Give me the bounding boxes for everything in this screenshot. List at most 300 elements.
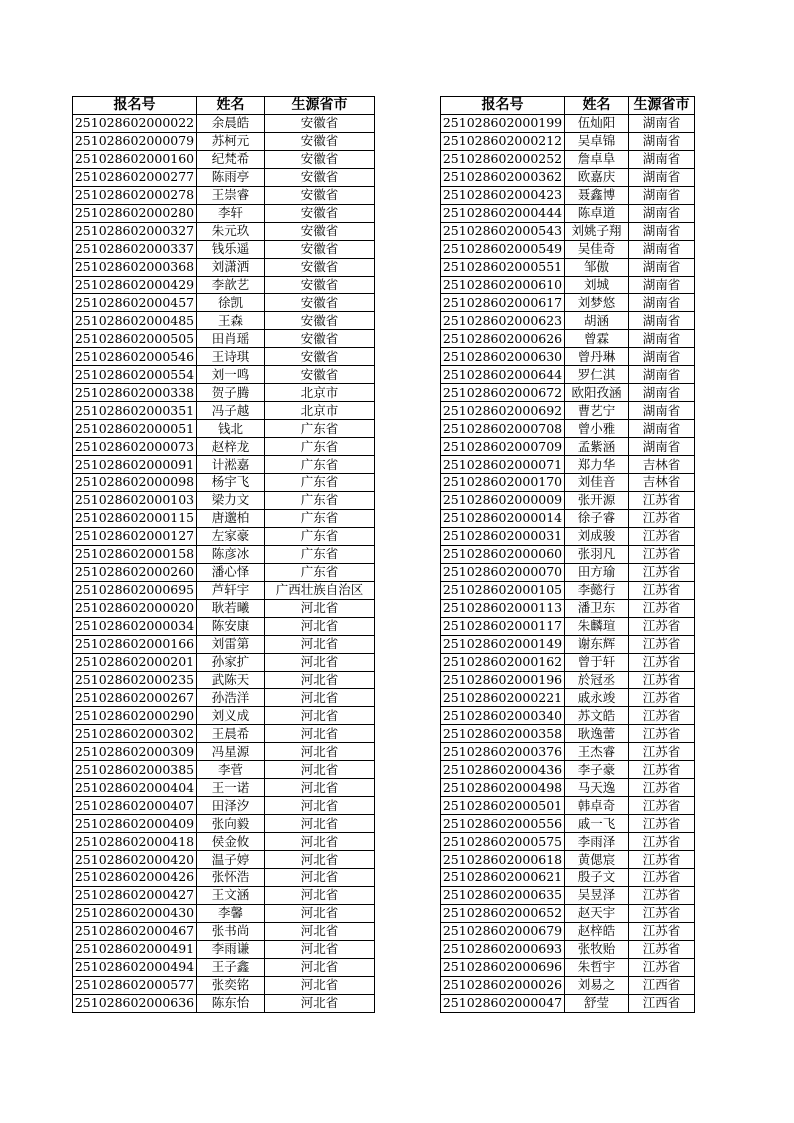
- left-source-province-cell: 广东省: [265, 474, 375, 492]
- left-student-name-cell: 李歆艺: [197, 276, 265, 294]
- right-source-province-cell: 湖南省: [629, 366, 695, 384]
- right-registration-number-cell: 251028602000070: [441, 563, 565, 581]
- left-registration-number-cell: 251028602000034: [73, 617, 197, 635]
- column-gap: [375, 474, 441, 492]
- left-source-province-cell: 河北省: [265, 976, 375, 994]
- column-gap: [375, 779, 441, 797]
- right-source-province-cell: 湖南省: [629, 330, 695, 348]
- left-student-name-cell: 芦轩宇: [197, 581, 265, 599]
- right-registration-number-cell: 251028602000026: [441, 976, 565, 994]
- right-registration-number-cell: 251028602000444: [441, 204, 565, 222]
- column-gap: [375, 222, 441, 240]
- left-registration-number-cell: 251028602000695: [73, 581, 197, 599]
- table-row: [73, 833, 695, 851]
- left-source-province-cell: 河北省: [265, 922, 375, 940]
- right-source-province-cell: 江苏省: [629, 851, 695, 869]
- table-row: [73, 330, 695, 348]
- column-gap: [375, 312, 441, 330]
- right-registration-number-cell: 251028602000113: [441, 599, 565, 617]
- left-registration-number-cell: 251028602000280: [73, 204, 197, 222]
- right-student-name-cell: 殷子文: [565, 868, 629, 886]
- column-gap: [375, 851, 441, 869]
- right-student-name-cell: 刘城: [565, 276, 629, 294]
- right-registration-number-cell: 251028602000575: [441, 833, 565, 851]
- right-student-name-cell: 於冠丞: [565, 671, 629, 689]
- table-row: [73, 204, 695, 222]
- left-name-header: 姓名: [197, 97, 265, 115]
- left-registration-number-cell: 251028602000457: [73, 294, 197, 312]
- column-gap: [375, 725, 441, 743]
- right-student-name-cell: 吴昱泽: [565, 886, 629, 904]
- table-row: [73, 617, 695, 635]
- left-source-province-cell: 广东省: [265, 438, 375, 456]
- table-row: [73, 420, 695, 438]
- left-registration-number-cell: 251028602000277: [73, 168, 197, 186]
- left-registration-number-cell: 251028602000467: [73, 922, 197, 940]
- column-gap: [375, 132, 441, 150]
- left-source-province-cell: 广东省: [265, 491, 375, 509]
- right-source-province-cell: 湖南省: [629, 384, 695, 402]
- right-registration-number-cell: 251028602000071: [441, 456, 565, 474]
- table-row: [73, 886, 695, 904]
- left-student-name-cell: 王诗琪: [197, 348, 265, 366]
- table-row: [73, 545, 695, 563]
- left-student-name-cell: 钱乐遥: [197, 240, 265, 258]
- right-registration-number-cell: 251028602000436: [441, 761, 565, 779]
- right-registration-number-cell: 251028602000709: [441, 438, 565, 456]
- left-student-name-cell: 刘雷第: [197, 635, 265, 653]
- left-source-province-cell: 安徽省: [265, 132, 375, 150]
- column-gap: [375, 491, 441, 509]
- column-gap: [375, 384, 441, 402]
- left-registration-number-cell: 251028602000420: [73, 851, 197, 869]
- left-registration-number-cell: 251028602000235: [73, 671, 197, 689]
- left-source-province-cell: 广东省: [265, 545, 375, 563]
- table-row: [73, 563, 695, 581]
- left-registration-number-cell: 251028602000127: [73, 527, 197, 545]
- right-source-province-cell: 江苏省: [629, 904, 695, 922]
- column-gap: [375, 743, 441, 761]
- left-student-name-cell: 王崇睿: [197, 186, 265, 204]
- right-student-name-cell: 李懿行: [565, 581, 629, 599]
- column-gap: [375, 976, 441, 994]
- column-gap: [375, 653, 441, 671]
- left-source-province-cell: 河北省: [265, 994, 375, 1012]
- left-source-province-cell: 河北省: [265, 725, 375, 743]
- column-gap: [375, 581, 441, 599]
- left-registration-number-cell: 251028602000491: [73, 940, 197, 958]
- right-student-name-cell: 刘姚子翔: [565, 222, 629, 240]
- left-source-province-cell: 河北省: [265, 904, 375, 922]
- table-row: [73, 851, 695, 869]
- column-gap: [375, 276, 441, 294]
- right-source-province-cell: 湖南省: [629, 114, 695, 132]
- right-student-name-cell: 曾于轩: [565, 653, 629, 671]
- column-gap: [375, 761, 441, 779]
- right-source-province-cell: 湖南省: [629, 258, 695, 276]
- column-gap: [375, 833, 441, 851]
- left-source-province-cell: 广东省: [265, 563, 375, 581]
- left-source-province-cell: 河北省: [265, 671, 375, 689]
- column-gap: [375, 599, 441, 617]
- left-student-name-cell: 武陈天: [197, 671, 265, 689]
- right-registration-number-cell: 251028602000199: [441, 114, 565, 132]
- left-registration-number-cell: 251028602000338: [73, 384, 197, 402]
- table-row: [73, 904, 695, 922]
- right-source-province-cell: 江苏省: [629, 779, 695, 797]
- left-student-name-cell: 陈安康: [197, 617, 265, 635]
- table-row: [73, 527, 695, 545]
- column-gap: [375, 671, 441, 689]
- right-registration-number-cell: 251028602000549: [441, 240, 565, 258]
- right-registration-number-cell: 251028602000610: [441, 276, 565, 294]
- right-registration-number-cell: 251028602000551: [441, 258, 565, 276]
- right-registration-number-cell: 251028602000252: [441, 150, 565, 168]
- right-registration-number-cell: 251028602000630: [441, 348, 565, 366]
- left-registration-number-cell: 251028602000022: [73, 114, 197, 132]
- column-gap: [375, 545, 441, 563]
- left-student-name-cell: 徐凯: [197, 294, 265, 312]
- column-gap: [375, 527, 441, 545]
- table-row: [73, 438, 695, 456]
- left-source-province-cell: 安徽省: [265, 222, 375, 240]
- left-student-name-cell: 左家豪: [197, 527, 265, 545]
- right-student-name-cell: 黄偲宸: [565, 851, 629, 869]
- right-student-name-cell: 刘佳音: [565, 474, 629, 492]
- left-student-name-cell: 陈雨亭: [197, 168, 265, 186]
- column-gap: [375, 366, 441, 384]
- table-row: [73, 509, 695, 527]
- left-source-province-cell: 广东省: [265, 527, 375, 545]
- left-registration-number-cell: 251028602000577: [73, 976, 197, 994]
- left-registration-number-cell: 251028602000429: [73, 276, 197, 294]
- left-registration-number-cell: 251028602000309: [73, 743, 197, 761]
- right-student-name-cell: 聂鑫博: [565, 186, 629, 204]
- table-row: [73, 922, 695, 940]
- left-source-province-cell: 河北省: [265, 886, 375, 904]
- right-registration-number-cell: 251028602000644: [441, 366, 565, 384]
- left-student-name-cell: 田肖瑶: [197, 330, 265, 348]
- left-source-province-cell: 广东省: [265, 509, 375, 527]
- right-registration-number-cell: 251028602000149: [441, 635, 565, 653]
- right-source-province-cell: 江苏省: [629, 509, 695, 527]
- right-registration-number-cell: 251028602000376: [441, 743, 565, 761]
- right-source-province-cell: 江苏省: [629, 563, 695, 581]
- right-registration-number-cell: 251028602000340: [441, 707, 565, 725]
- right-student-name-cell: 舒莹: [565, 994, 629, 1012]
- right-registration-number-cell: 251028602000543: [441, 222, 565, 240]
- left-student-name-cell: 王晨希: [197, 725, 265, 743]
- right-student-name-cell: 潘卫东: [565, 599, 629, 617]
- left-registration-number-cell: 251028602000260: [73, 563, 197, 581]
- right-registration-number-cell: 251028602000635: [441, 886, 565, 904]
- right-source-province-cell: 江苏省: [629, 689, 695, 707]
- right-student-name-cell: 张羽凡: [565, 545, 629, 563]
- left-source-province-cell: 安徽省: [265, 276, 375, 294]
- right-source-province-cell: 江苏省: [629, 940, 695, 958]
- left-registration-number-cell: 251028602000166: [73, 635, 197, 653]
- right-source-province-cell: 江苏省: [629, 491, 695, 509]
- right-source-province-cell: 江苏省: [629, 743, 695, 761]
- left-student-name-cell: 杨宇飞: [197, 474, 265, 492]
- right-source-province-cell: 江苏省: [629, 653, 695, 671]
- right-source-province-cell: 江苏省: [629, 581, 695, 599]
- column-gap: [375, 97, 441, 115]
- left-registration-number-cell: 251028602000327: [73, 222, 197, 240]
- column-gap: [375, 114, 441, 132]
- table-row: [73, 635, 695, 653]
- left-registration-number-cell: 251028602000278: [73, 186, 197, 204]
- right-registration-number-cell: 251028602000212: [441, 132, 565, 150]
- right-student-name-cell: 陈卓道: [565, 204, 629, 222]
- left-source-province-cell: 安徽省: [265, 204, 375, 222]
- left-source-province-cell: 河北省: [265, 940, 375, 958]
- left-student-name-cell: 王一诺: [197, 779, 265, 797]
- left-source-province-cell: 安徽省: [265, 330, 375, 348]
- right-registration-number-cell: 251028602000162: [441, 653, 565, 671]
- right-source-province-cell: 湖南省: [629, 312, 695, 330]
- table-row: [73, 725, 695, 743]
- table-row: [73, 491, 695, 509]
- left-source-province-cell: 河北省: [265, 635, 375, 653]
- left-source-province-cell: 河北省: [265, 815, 375, 833]
- left-registration-number-cell: 251028602000404: [73, 779, 197, 797]
- left-student-name-cell: 温子婷: [197, 851, 265, 869]
- table-row: [73, 258, 695, 276]
- column-gap: [375, 438, 441, 456]
- right-source-province-cell: 湖南省: [629, 348, 695, 366]
- right-registration-number-cell: 251028602000105: [441, 581, 565, 599]
- right-source-province-cell: 江苏省: [629, 886, 695, 904]
- left-registration-number-cell: 251028602000091: [73, 456, 197, 474]
- right-registration-number-cell: 251028602000652: [441, 904, 565, 922]
- right-source-province-cell: 吉林省: [629, 456, 695, 474]
- right-student-name-cell: 张开源: [565, 491, 629, 509]
- right-source-province-cell: 江苏省: [629, 527, 695, 545]
- table-row: [73, 761, 695, 779]
- right-registration-number-cell: 251028602000672: [441, 384, 565, 402]
- right-source-province-cell: 湖南省: [629, 132, 695, 150]
- left-student-name-cell: 王子鑫: [197, 958, 265, 976]
- table-row: [73, 653, 695, 671]
- column-gap: [375, 294, 441, 312]
- left-source-province-cell: 安徽省: [265, 186, 375, 204]
- left-source-province-cell: 北京市: [265, 402, 375, 420]
- left-source-province-cell: 河北省: [265, 689, 375, 707]
- left-registration-number-cell: 251028602000051: [73, 420, 197, 438]
- right-registration-number-cell: 251028602000014: [441, 509, 565, 527]
- right-registration-number-cell: 251028602000708: [441, 420, 565, 438]
- left-source-province-cell: 广西壮族自治区: [265, 581, 375, 599]
- left-registration-number-cell: 251028602000158: [73, 545, 197, 563]
- right-student-name-cell: 曹艺宁: [565, 402, 629, 420]
- right-registration-number-cell: 251028602000498: [441, 779, 565, 797]
- table-row: [73, 366, 695, 384]
- right-registration-number-cell: 251028602000692: [441, 402, 565, 420]
- table-row: [73, 976, 695, 994]
- table-row: [73, 150, 695, 168]
- column-gap: [375, 994, 441, 1012]
- right-source-province-cell: 江西省: [629, 976, 695, 994]
- left-source-province-cell: 河北省: [265, 958, 375, 976]
- table-row: [73, 707, 695, 725]
- table-row: [73, 815, 695, 833]
- left-student-name-cell: 冯星源: [197, 743, 265, 761]
- right-student-name-cell: 胡涵: [565, 312, 629, 330]
- right-source-province-cell: 湖南省: [629, 204, 695, 222]
- right-registration-number-cell: 251028602000196: [441, 671, 565, 689]
- table-row: [73, 581, 695, 599]
- left-student-name-cell: 朱元玖: [197, 222, 265, 240]
- column-gap: [375, 868, 441, 886]
- left-registration-number-cell: 251028602000337: [73, 240, 197, 258]
- right-registration-number-cell: 251028602000358: [441, 725, 565, 743]
- column-gap: [375, 420, 441, 438]
- left-registration-number-cell: 251028602000430: [73, 904, 197, 922]
- left-student-name-cell: 唐邈柏: [197, 509, 265, 527]
- right-registration-number-cell: 251028602000693: [441, 940, 565, 958]
- right-student-name-cell: 李子豪: [565, 761, 629, 779]
- left-registration-number-cell: 251028602000103: [73, 491, 197, 509]
- left-source-province-cell: 安徽省: [265, 348, 375, 366]
- left-student-name-cell: 张奕铭: [197, 976, 265, 994]
- right-registration-number-cell: 251028602000117: [441, 617, 565, 635]
- right-source-province-cell: 江苏省: [629, 761, 695, 779]
- right-registration-number-cell: 251028602000031: [441, 527, 565, 545]
- right-student-name-cell: 刘易之: [565, 976, 629, 994]
- table-row: [73, 312, 695, 330]
- left-source-province-cell: 北京市: [265, 384, 375, 402]
- right-student-name-cell: 孟紫涵: [565, 438, 629, 456]
- right-student-name-cell: 伍灿阳: [565, 114, 629, 132]
- table-row: [73, 456, 695, 474]
- right-student-name-cell: 韩卓奇: [565, 797, 629, 815]
- column-gap: [375, 958, 441, 976]
- right-source-province-cell: 湖南省: [629, 186, 695, 204]
- right-source-province-cell: 江苏省: [629, 922, 695, 940]
- left-student-name-cell: 张怀浩: [197, 868, 265, 886]
- right-province-header: 生源省市: [629, 97, 695, 115]
- table-row: [73, 402, 695, 420]
- right-source-province-cell: 江苏省: [629, 725, 695, 743]
- column-gap: [375, 330, 441, 348]
- right-source-province-cell: 江苏省: [629, 599, 695, 617]
- right-id-header: 报名号: [441, 97, 565, 115]
- right-student-name-cell: 戚永竣: [565, 689, 629, 707]
- right-student-name-cell: 赵梓皓: [565, 922, 629, 940]
- left-source-province-cell: 安徽省: [265, 294, 375, 312]
- right-source-province-cell: 江苏省: [629, 635, 695, 653]
- column-gap: [375, 402, 441, 420]
- column-gap: [375, 204, 441, 222]
- column-gap: [375, 707, 441, 725]
- right-student-name-cell: 朱麟瑄: [565, 617, 629, 635]
- left-registration-number-cell: 251028602000267: [73, 689, 197, 707]
- table-row: [73, 294, 695, 312]
- table-row: [73, 240, 695, 258]
- column-gap: [375, 635, 441, 653]
- right-student-name-cell: 刘梦悠: [565, 294, 629, 312]
- left-student-name-cell: 苏柯元: [197, 132, 265, 150]
- column-gap: [375, 886, 441, 904]
- left-student-name-cell: 张向毅: [197, 815, 265, 833]
- left-student-name-cell: 陈彦冰: [197, 545, 265, 563]
- table-row: [73, 384, 695, 402]
- left-student-name-cell: 梁力文: [197, 491, 265, 509]
- left-source-province-cell: 河北省: [265, 851, 375, 869]
- left-source-province-cell: 安徽省: [265, 114, 375, 132]
- left-source-province-cell: 河北省: [265, 599, 375, 617]
- right-name-header: 姓名: [565, 97, 629, 115]
- right-source-province-cell: 江苏省: [629, 815, 695, 833]
- left-student-name-cell: 孙家扩: [197, 653, 265, 671]
- left-student-name-cell: 李馨: [197, 904, 265, 922]
- right-student-name-cell: 刘成骏: [565, 527, 629, 545]
- left-source-province-cell: 河北省: [265, 743, 375, 761]
- right-source-province-cell: 江苏省: [629, 833, 695, 851]
- left-registration-number-cell: 251028602000426: [73, 868, 197, 886]
- left-source-province-cell: 河北省: [265, 779, 375, 797]
- right-registration-number-cell: 251028602000501: [441, 797, 565, 815]
- left-registration-number-cell: 251028602000020: [73, 599, 197, 617]
- table-row: [73, 599, 695, 617]
- right-source-province-cell: 江苏省: [629, 797, 695, 815]
- right-registration-number-cell: 251028602000009: [441, 491, 565, 509]
- right-student-name-cell: 曾丹琳: [565, 348, 629, 366]
- right-source-province-cell: 江苏省: [629, 617, 695, 635]
- right-source-province-cell: 江西省: [629, 994, 695, 1012]
- left-student-name-cell: 刘一鸣: [197, 366, 265, 384]
- left-source-province-cell: 安徽省: [265, 168, 375, 186]
- right-source-province-cell: 湖南省: [629, 402, 695, 420]
- right-student-name-cell: 朱哲宇: [565, 958, 629, 976]
- left-registration-number-cell: 251028602000636: [73, 994, 197, 1012]
- column-gap: [375, 348, 441, 366]
- right-student-name-cell: 王杰睿: [565, 743, 629, 761]
- right-student-name-cell: 欧阳孜涵: [565, 384, 629, 402]
- right-source-province-cell: 江苏省: [629, 958, 695, 976]
- left-student-name-cell: 王森: [197, 312, 265, 330]
- column-gap: [375, 922, 441, 940]
- right-student-name-cell: 田方瑜: [565, 563, 629, 581]
- column-gap: [375, 815, 441, 833]
- right-source-province-cell: 湖南省: [629, 294, 695, 312]
- table-row: [73, 779, 695, 797]
- right-source-province-cell: 江苏省: [629, 707, 695, 725]
- column-gap: [375, 940, 441, 958]
- right-registration-number-cell: 251028602000170: [441, 474, 565, 492]
- left-source-province-cell: 广东省: [265, 456, 375, 474]
- left-source-province-cell: 河北省: [265, 833, 375, 851]
- right-source-province-cell: 江苏省: [629, 671, 695, 689]
- left-registration-number-cell: 251028602000290: [73, 707, 197, 725]
- right-student-name-cell: 吴佳奇: [565, 240, 629, 258]
- right-registration-number-cell: 251028602000060: [441, 545, 565, 563]
- left-source-province-cell: 广东省: [265, 420, 375, 438]
- left-registration-number-cell: 251028602000546: [73, 348, 197, 366]
- left-student-name-cell: 纪梵希: [197, 150, 265, 168]
- table-row: [73, 958, 695, 976]
- right-registration-number-cell: 251028602000679: [441, 922, 565, 940]
- left-registration-number-cell: 251028602000554: [73, 366, 197, 384]
- column-gap: [375, 563, 441, 581]
- left-source-province-cell: 安徽省: [265, 258, 375, 276]
- right-registration-number-cell: 251028602000617: [441, 294, 565, 312]
- right-source-province-cell: 湖南省: [629, 222, 695, 240]
- left-source-province-cell: 河北省: [265, 797, 375, 815]
- left-registration-number-cell: 251028602000098: [73, 474, 197, 492]
- right-registration-number-cell: 251028602000362: [441, 168, 565, 186]
